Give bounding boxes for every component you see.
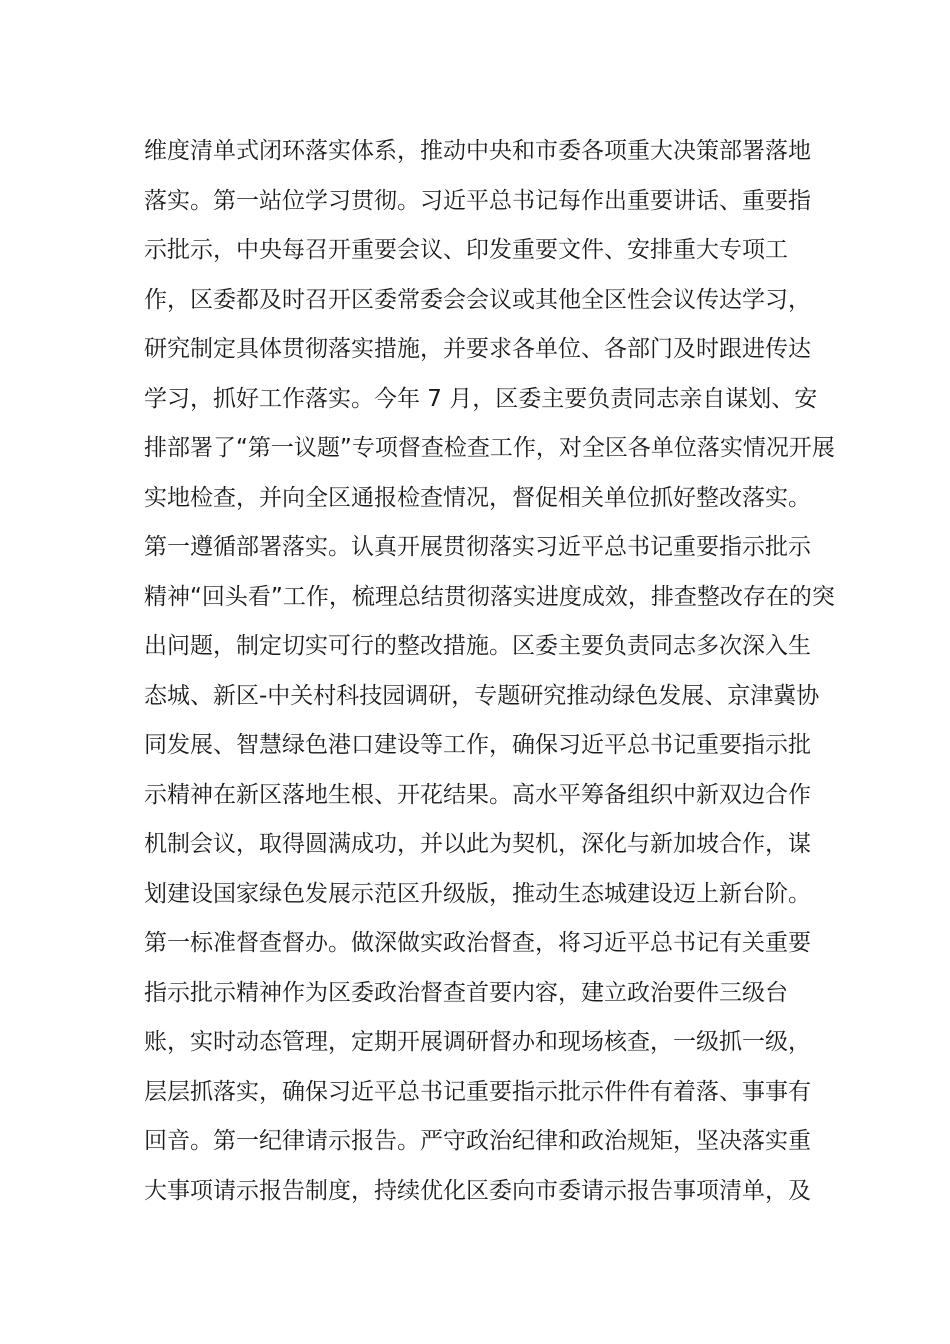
text-line: 第一标准督查督办。做深做实政治督查，将习近平总书记有关重要 bbox=[144, 930, 811, 956]
text-line: 账，实时动态管理，定期开展调研督办和现场核查，一级抓一级， bbox=[144, 1029, 811, 1055]
text-line: 第一遵循部署落实。认真开展贯彻落实习近平总书记重要指示批示 bbox=[144, 534, 811, 560]
text-line: 学习，抓好工作落实。今年 7 月，区委主要负责同志亲自谋划、安 bbox=[144, 385, 818, 412]
text-line: 出问题，制定切实可行的整改措施。区委主要负责同志多次深入生 bbox=[144, 633, 811, 659]
body-text bbox=[144, 127, 844, 1216]
text-line: 同发展、智慧绿色港口建设等工作，确保习近平总书记重要指示批 bbox=[144, 732, 811, 758]
text-line: 维度清单式闭环落实体系，推动中央和市委各项重大决策部署落地 bbox=[144, 138, 811, 164]
text-line: 指示批示精神作为区委政治督查首要内容，建立政治要件三级台 bbox=[144, 979, 788, 1006]
text-line: 示精神在新区落地生根、开花结果。高水平筹备组织中新双边合作 bbox=[144, 781, 811, 808]
text-line: 排部署了“第一议题”专项督查检查工作，对全区各单位落实情况开展 bbox=[144, 435, 835, 461]
text-line: 划建设国家绿色发展示范区升级版，推动生态城建设迈上新台阶。 bbox=[144, 880, 811, 907]
text-line: 回音。第一纪律请示报告。严守政治纪律和政治规矩，坚决落实重 bbox=[144, 1128, 811, 1154]
text-line: 机制会议，取得圆满成功，并以此为契机，深化与新加坡合作，谋 bbox=[144, 831, 811, 857]
text-line: 研究制定具体贯彻落实措施，并要求各单位、各部门及时跟进传达 bbox=[144, 336, 811, 362]
text-line: 大事项请示报告制度，持续优化区委向市委请示报告事项清单，及 bbox=[144, 1177, 811, 1204]
text-line: 实地检查，并向全区通报检查情况，督促相关单位抓好整改落实。 bbox=[144, 484, 811, 511]
text-line: 态城、新区-中关村科技园调研，专题研究推动绿色发展、京津冀协 bbox=[144, 682, 820, 709]
text-line: 层层抓落实，确保习近平总书记重要指示批示件件有着落、事事有 bbox=[144, 1078, 811, 1105]
text-line: 精神“回头看”工作，梳理总结贯彻落实进度成效，排查整改存在的突 bbox=[144, 583, 835, 610]
text-line: 作，区委都及时召开区委常委会会议或其他全区性会议传达学习， bbox=[144, 286, 811, 313]
text-line: 落实。第一站位学习贯彻。习近平总书记每作出重要讲话、重要指 bbox=[144, 187, 811, 214]
text-line: 示批示，中央每召开重要会议、印发重要文件、安排重大专项工 bbox=[144, 237, 788, 263]
